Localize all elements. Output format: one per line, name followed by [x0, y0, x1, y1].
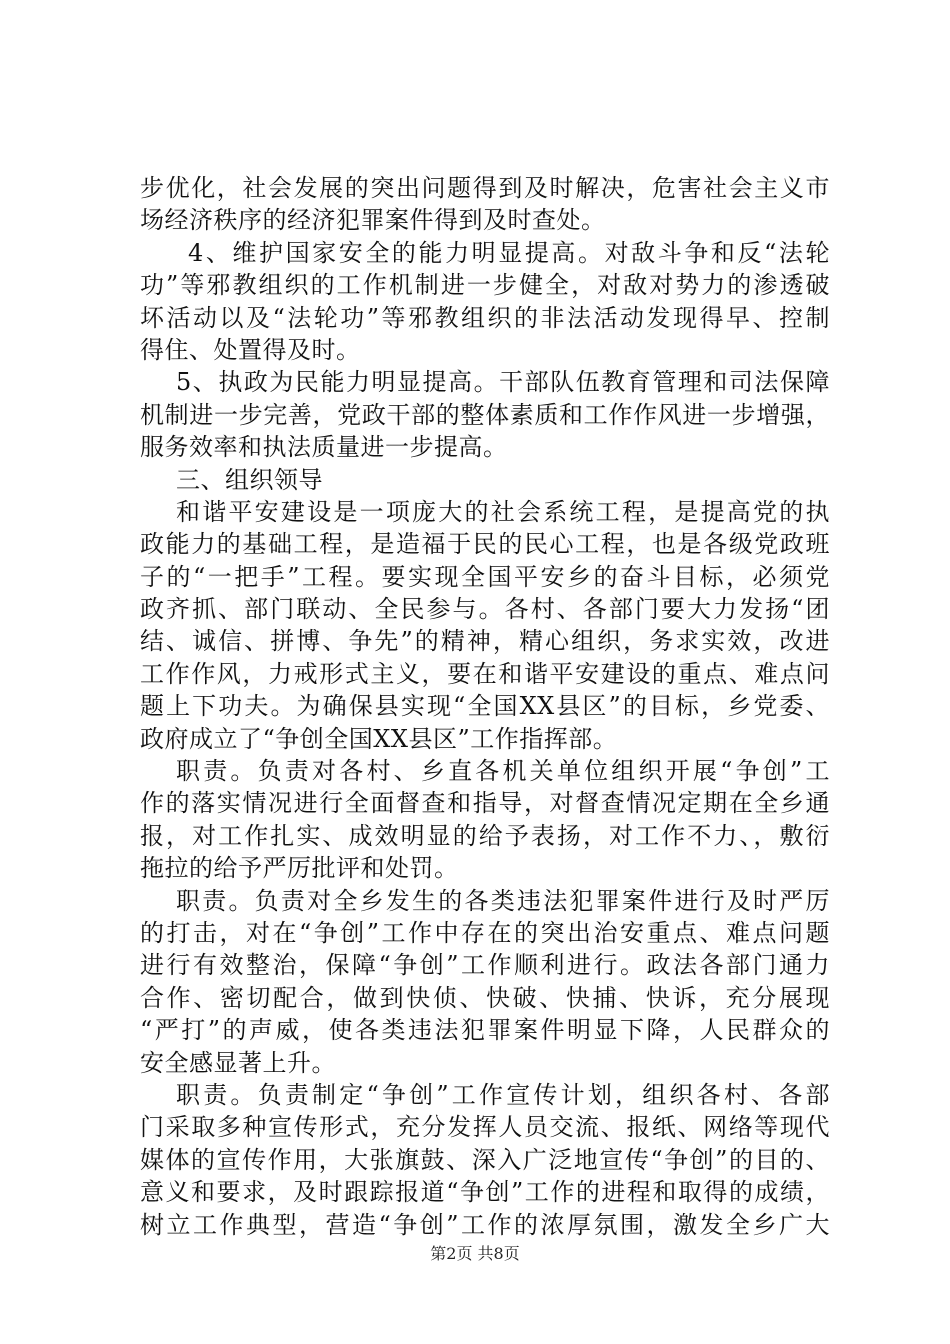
text-line: 媒体的宣传作用，大张旗鼓、深入广泛地宣传“争创”的目的、	[140, 1145, 830, 1174]
text-line: 题上下功夫。为确保县实现“全国XX县区”的目标，乡党委、	[140, 692, 830, 721]
text-line: 职责。负责对各村、乡直各机关单位组织开展“争创”工	[176, 757, 830, 786]
text-line: 意义和要求，及时跟踪报道“争创”工作的进程和取得的成绩，	[140, 1178, 830, 1207]
text-line: 和谐平安建设是一项庞大的社会系统工程，是提高党的执	[176, 497, 830, 526]
text-line: 4、维护国家安全的能力明显提高。对敌斗争和反“法轮	[188, 238, 830, 267]
text-line: 门采取多种宣传形式，充分发挥人员交流、报纸、网络等现代	[140, 1113, 830, 1142]
text-line: 合作、密切配合，做到快侦、快破、快捕、快诉，充分展现	[140, 983, 830, 1012]
text-line: 作的落实情况进行全面督查和指导，对督查情况定期在全乡通	[140, 789, 830, 818]
text-line: 进行有效整治，保障“争创”工作顺利进行。政法各部门通力	[140, 951, 830, 980]
text-line: 报，对工作扎实、成效明显的给予表扬，对工作不力、，敷衍	[140, 821, 830, 850]
text-line: 结、诚信、拼博、争先”的精神，精心组织，务求实效，改进	[140, 627, 830, 656]
text-line: 拖拉的给予严厉批评和处罚。	[140, 854, 459, 883]
text-line: “严打”的声威，使各类违法犯罪案件明显下降，人民群众的	[140, 1016, 830, 1045]
text-line: 政齐抓、部门联动、全民参与。各村、各部门要大力发扬“团	[140, 595, 830, 624]
text-line: 5、执政为民能力明显提高。干部队伍教育管理和司法保障	[176, 368, 830, 397]
text-line: 三、组织领导	[176, 465, 323, 494]
text-line: 树立工作典型，营造“争创”工作的浓厚氛围，激发全乡广大	[140, 1210, 830, 1239]
text-line: 职责。负责制定“争创”工作宣传计划，组织各村、各部	[176, 1080, 830, 1109]
text-line: 功”等邪教组织的工作机制进一步健全，对敌对势力的渗透破	[140, 271, 830, 300]
text-line: 职责。负责对全乡发生的各类违法犯罪案件进行及时严厉	[176, 886, 830, 915]
text-line: 机制进一步完善，党政干部的整体素质和工作作风进一步增强，	[140, 400, 830, 429]
text-line: 场经济秩序的经济犯罪案件得到及时查处。	[140, 206, 606, 235]
text-line: 政府成立了“争创全国XX县区”工作指挥部。	[140, 724, 618, 753]
text-line: 服务效率和执法质量进一步提高。	[140, 433, 508, 462]
text-line: 子的“一把手”工程。要实现全国平安乡的奋斗目标，必须党	[140, 562, 830, 591]
text-line: 工作作风，力戒形式主义，要在和谐平安建设的重点、难点问	[140, 659, 830, 688]
text-line: 政能力的基础工程，是造福于民的民心工程，也是各级党政班	[140, 530, 830, 559]
text-line: 坏活动以及“法轮功”等邪教组织的非法活动发现得早、控制	[140, 303, 830, 332]
text-line: 得住、处置得及时。	[140, 335, 361, 364]
document-body	[140, 172, 830, 1241]
text-line: 安全感显著上升。	[140, 1048, 336, 1077]
text-line: 步优化，社会发展的突出问题得到及时解决，危害社会主义市	[140, 174, 830, 202]
text-line: 的打击，对在“争创”工作中存在的突出治安重点、难点问题	[140, 918, 830, 947]
page-footer: 第2页 共8页	[430, 1244, 520, 1263]
